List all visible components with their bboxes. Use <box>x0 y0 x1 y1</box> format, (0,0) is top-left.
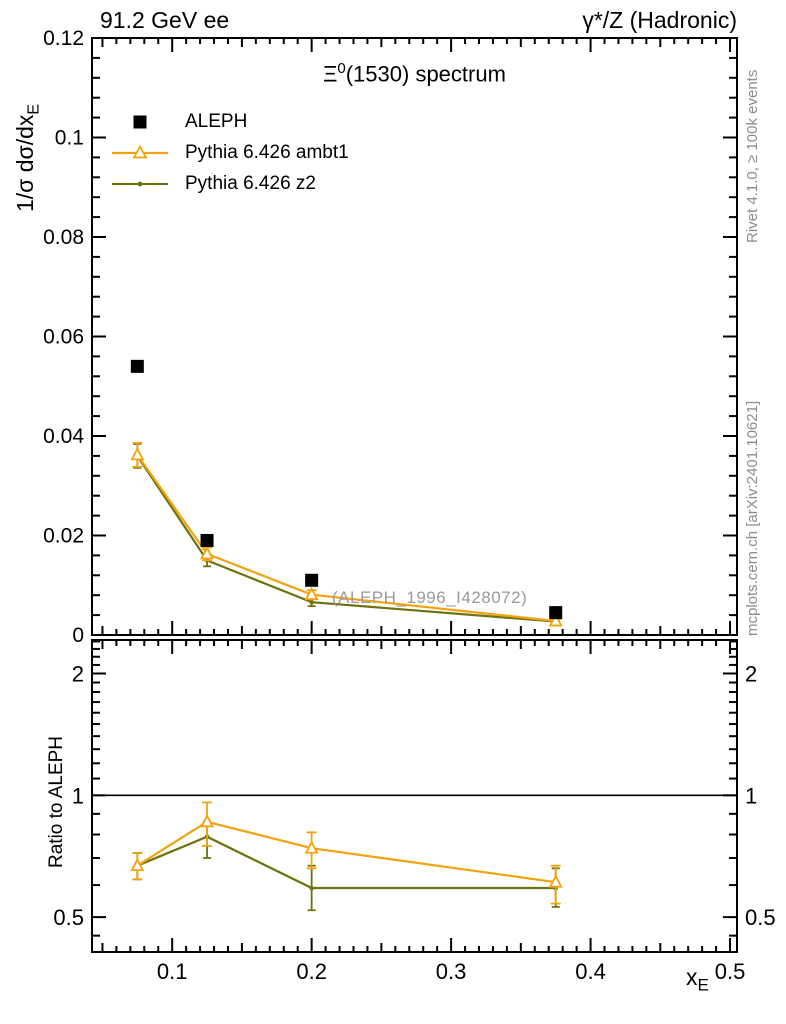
ratio-y-axis-label: Ratio to ALEPH <box>46 735 67 868</box>
dataset-watermark: (ALEPH_1996_I428072) <box>332 588 528 607</box>
svg-text:0: 0 <box>72 624 84 647</box>
legend-item-z2 <box>112 168 349 199</box>
svg-text:0.2: 0.2 <box>296 959 327 984</box>
svg-text:0.06: 0.06 <box>43 325 84 349</box>
series-z2-ratio <box>133 822 559 910</box>
x-axis-tick-labels <box>157 959 745 984</box>
dot-line-icon <box>112 174 168 194</box>
legend-label: ALEPH <box>185 110 248 132</box>
svg-text:2: 2 <box>71 661 84 687</box>
beam-energy-label: 91.2 GeV ee <box>100 7 230 33</box>
svg-text:1: 1 <box>71 783 84 809</box>
main-y-axis-tick-labels <box>43 27 84 647</box>
plot-title-base: Ξ <box>323 61 338 87</box>
svg-text:2: 2 <box>745 661 758 687</box>
x-axis-label: $x_E$ <box>686 964 709 995</box>
filled-square-icon <box>112 112 168 132</box>
plot-title <box>92 60 737 87</box>
svg-text:1: 1 <box>745 783 758 809</box>
svg-text:0.1: 0.1 <box>156 959 188 984</box>
plot-title-sup: 0 <box>337 60 346 77</box>
plot-title-rest: (1530) spectrum <box>345 61 506 87</box>
mcplots-arxiv-note: mcplots.cern.ch [arXiv:2401.10621] <box>744 400 761 636</box>
process-label: γ*/Z (Hadronic) <box>582 7 737 33</box>
legend <box>112 106 349 199</box>
svg-text:0.12: 0.12 <box>43 27 84 50</box>
ratio-y-axis-ticks <box>92 641 737 935</box>
svg-text:0.4: 0.4 <box>575 959 606 984</box>
svg-text:0.02: 0.02 <box>43 524 84 548</box>
svg-text:0.3: 0.3 <box>435 959 467 984</box>
legend-label: Pythia 6.426 ambt1 <box>185 141 349 163</box>
svg-text:0.04: 0.04 <box>43 425 84 448</box>
series-aleph-main <box>131 360 562 619</box>
open-triangle-line-icon <box>112 143 168 163</box>
svg-text:0.5: 0.5 <box>745 905 776 931</box>
svg-text:0.5: 0.5 <box>53 905 84 931</box>
svg-text:0.08: 0.08 <box>43 226 84 249</box>
legend-item-aleph <box>112 106 349 137</box>
legend-label: Pythia 6.426 z2 <box>185 172 316 194</box>
legend-item-ambt1 <box>112 137 349 168</box>
main-y-axis-label: 1/σ $d\sigma/dx_E$ <box>12 103 43 212</box>
rivet-version-note: Rivet 4.1.0, ≥ 100k events <box>744 69 761 243</box>
svg-text:0.1: 0.1 <box>54 126 84 150</box>
svg-text:0.5: 0.5 <box>714 959 746 984</box>
